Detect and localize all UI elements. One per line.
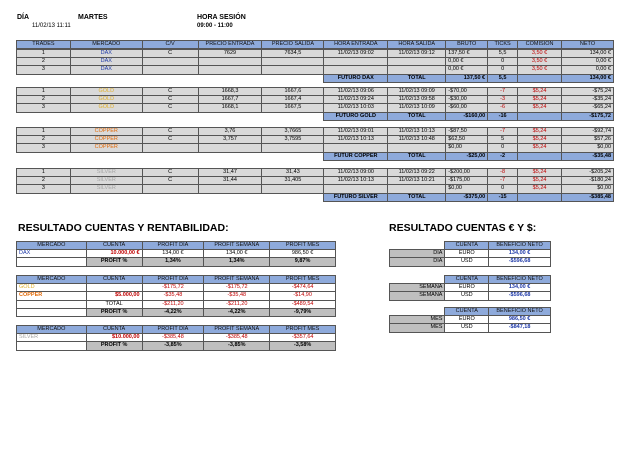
sum2-col-dia: PROFIT DÍA: [142, 276, 204, 284]
cell: 11/02/13 10:13: [388, 128, 446, 136]
col-precio-salida: PRECIO SALIDA: [262, 41, 324, 49]
dia-label: DÍA: [17, 14, 30, 21]
sum3-col-semana: PROFIT SEMANA: [204, 326, 270, 334]
cell: 7634,5: [262, 50, 324, 58]
cell: $5,24: [518, 169, 562, 177]
cell: 134,00 €: [561, 50, 613, 58]
table-row: [17, 177, 614, 185]
session-label: HORA SESIÓN: [197, 14, 246, 21]
cell: $5,24: [518, 177, 562, 185]
total-ticks: -16: [488, 112, 518, 120]
total-bruto: -$160,00: [446, 112, 488, 120]
cell: $5,24: [518, 88, 562, 96]
cell: $5,24: [518, 128, 562, 136]
cell: 11/02/13 09:58: [388, 96, 446, 104]
cell: 0,00 €: [561, 66, 613, 74]
cell: 2: [17, 177, 71, 185]
total-bruto: -$25,00: [446, 152, 488, 160]
sum-silver-market: SILVER: [17, 334, 87, 342]
cell: [142, 144, 198, 152]
cell: [142, 58, 198, 66]
cell: 31,405: [262, 177, 324, 185]
col-precio-entrada: PRECIO ENTRADA: [198, 41, 262, 49]
cell: 3,50 €: [518, 58, 562, 66]
cell: 11/02/13 09:01: [324, 128, 388, 136]
cell: $0,00: [562, 144, 614, 152]
cell: 0: [488, 58, 518, 66]
cur-mes-eur-value: 986,50 €: [489, 316, 551, 324]
sum-dax-market: DAX: [17, 250, 87, 258]
cell: SILVER: [70, 169, 142, 177]
sum-silver-pct-dia: -3,85%: [142, 342, 204, 350]
sum-copper-dia: -$35,48: [142, 292, 204, 300]
cell: $5,24: [518, 185, 562, 193]
cell: GOLD: [70, 104, 142, 112]
dax-trades-block: [16, 49, 614, 83]
sum-silver-mes: -$357,64: [270, 334, 336, 342]
cell: -6: [488, 104, 518, 112]
cur-dia-eur-value: 134,00 €: [489, 250, 551, 258]
total-ticks: -15: [488, 193, 518, 201]
sum-gc-pct-label: PROFIT %: [86, 308, 142, 316]
sum-gold-semana: -$175,72: [204, 284, 270, 292]
sum3-col-cuenta: CUENTA: [86, 326, 142, 334]
sum-copper-market: COPPER: [17, 292, 87, 300]
table-row: [17, 104, 614, 112]
total-market-label: FUTUR COPPER: [324, 152, 388, 160]
table-row: [17, 58, 614, 66]
sum3-col-dia: PROFIT DÍA: [142, 326, 204, 334]
table-row: [17, 169, 614, 177]
cell: 31,43: [262, 169, 324, 177]
cell: [198, 66, 262, 74]
cur-mes-label: MES: [390, 316, 445, 324]
cell: C: [142, 169, 198, 177]
total-word: TOTAL: [388, 112, 446, 120]
col-cv: C/V: [142, 41, 198, 49]
sum-gold-market: GOLD: [17, 284, 87, 292]
cell: 0: [488, 185, 518, 193]
cell: C: [142, 177, 198, 185]
cur-sem-label: SEMANA: [390, 284, 445, 292]
cur3-col-cuenta: CUENTA: [445, 308, 489, 316]
cur-dia-usd: USD: [445, 258, 489, 266]
cell: $0,00: [446, 185, 488, 193]
table-row: [17, 66, 614, 74]
currency-title: RESULTADO CUENTAS € Y $:: [389, 222, 537, 234]
col-trades: TRADES: [17, 41, 71, 49]
cell: -$205,24: [562, 169, 614, 177]
cell: [262, 185, 324, 193]
sum-gc-pct-sem: -4,22%: [204, 308, 270, 316]
silver-trades-block: [16, 168, 614, 202]
currency-week-table: [389, 275, 551, 301]
sum-gc-tot-semana: -$211,20: [204, 300, 270, 308]
cur-mes-euro: EURO: [445, 316, 489, 324]
sum2-col-cuenta: CUENTA: [86, 276, 142, 284]
total-row: [17, 193, 614, 201]
sum-silver-cuenta: $10.000,00: [86, 334, 142, 342]
cur-col-cuenta: CUENTA: [445, 242, 489, 250]
summary-gold-copper-table: [16, 275, 336, 317]
cell: 3,7595: [262, 136, 324, 144]
cell: GOLD: [70, 88, 142, 96]
col-bruto: BRUTO: [446, 41, 488, 49]
sum-dax-pct-sem: 1,34%: [204, 258, 270, 266]
sum-gold-mes: -$474,64: [270, 284, 336, 292]
cur-sem-usd: USD: [445, 292, 489, 300]
sum-silver-dia: -$385,48: [142, 334, 204, 342]
sum-gc-pct-mes: -9,79%: [270, 308, 336, 316]
cell: 11/02/13 10:13: [324, 136, 388, 144]
cell: 1667,5: [262, 104, 324, 112]
cell: 3,50 €: [518, 66, 562, 74]
sum-gc-tot-dia: -$211,20: [142, 300, 204, 308]
cell: 11/02/13 09:12: [388, 50, 446, 58]
sum-gc-total-label: TOTAL: [86, 300, 142, 308]
cell: 1667,6: [262, 88, 324, 96]
cell: 3,50 €: [518, 50, 562, 58]
cell: -7: [488, 128, 518, 136]
total-neto: -$35,48: [562, 152, 614, 160]
sum-col-dia: PROFIT DÍA: [142, 242, 204, 250]
cell: 5,5: [488, 50, 518, 58]
cell: [388, 66, 446, 74]
cell: 1668,3: [198, 88, 262, 96]
sum-col-mes: PROFIT MES: [270, 242, 336, 250]
cell: [198, 185, 262, 193]
cell: 1: [17, 169, 71, 177]
cell: [262, 66, 324, 74]
report-date: 11/02/13 11:11: [32, 23, 71, 29]
total-neto: -$385,48: [562, 193, 614, 201]
cell: 0: [488, 66, 518, 74]
cur2-col-beneficio: BENEFICIO NETO: [489, 276, 551, 284]
cell: 11/02/13 09:02: [324, 50, 388, 58]
total-market-label: FUTURO SILVER: [324, 193, 388, 201]
session-time: 09:00 - 11:00: [197, 23, 233, 29]
sum-dax-pct-mes: 9,87%: [270, 258, 336, 266]
cell: -$75,24: [562, 88, 614, 96]
total-row: [17, 74, 614, 82]
cell: 3: [17, 185, 71, 193]
cur-sem-euro: EURO: [445, 284, 489, 292]
header-row: [17, 41, 614, 49]
cell: -3: [488, 96, 518, 104]
table-row: [17, 96, 614, 104]
cur2-col-cuenta: CUENTA: [445, 276, 489, 284]
cell: 0,00 €: [446, 58, 488, 66]
cell: [388, 58, 446, 66]
sum-col-semana: PROFIT SEMANA: [204, 242, 270, 250]
cell: 3: [17, 104, 71, 112]
cell: 7629: [198, 50, 262, 58]
cell: 31,47: [198, 169, 262, 177]
col-comision: COMISIÓN: [518, 41, 562, 49]
gold-trades-block: [16, 87, 614, 121]
cell: 11/02/13 09:00: [324, 169, 388, 177]
table-row: [17, 88, 614, 96]
col-hora-entrada: HORA ENTRADA: [324, 41, 388, 49]
sum-dax-dia: 134,00 €: [142, 250, 204, 258]
cell: -$65,24: [562, 104, 614, 112]
cell: [324, 58, 388, 66]
total-neto: -$175,72: [562, 112, 614, 120]
sum2-col-mes: PROFIT MES: [270, 276, 336, 284]
sum-silver-pct-mes: -3,58%: [270, 342, 336, 350]
cell: 11/02/13 09:24: [324, 96, 388, 104]
sum2-col-mercado: MERCADO: [17, 276, 87, 284]
cell: 3: [17, 66, 71, 74]
cell: 3: [17, 144, 71, 152]
sum-silver-pct-label: PROFIT %: [86, 342, 142, 350]
cell: -$35,24: [562, 96, 614, 104]
cell: [142, 66, 198, 74]
cell: -7: [488, 88, 518, 96]
cell: 3,76: [198, 128, 262, 136]
cell: DAX: [70, 58, 142, 66]
total-word: TOTAL: [388, 152, 446, 160]
cell: DAX: [70, 66, 142, 74]
sum-gc-pct-dia: -4,22%: [142, 308, 204, 316]
cell: 5: [488, 136, 518, 144]
cell: 2: [17, 58, 71, 66]
cell: 1: [17, 128, 71, 136]
cell: 0,00 €: [561, 58, 613, 66]
cell: SILVER: [70, 177, 142, 185]
total-row: [17, 152, 614, 160]
cell: [262, 144, 324, 152]
cell: -$180,24: [562, 177, 614, 185]
table-row: [17, 144, 614, 152]
total-neto: 134,00 €: [561, 74, 613, 82]
cell: [262, 58, 324, 66]
sum3-col-mes: PROFIT MES: [270, 326, 336, 334]
cell: [388, 144, 446, 152]
cell: -7: [488, 177, 518, 185]
total-market-label: FUTURO GOLD: [324, 112, 388, 120]
table-row: [17, 136, 614, 144]
sum-gc-cuenta: $5.000,00: [86, 292, 142, 300]
cell: C: [142, 128, 198, 136]
cell: -$70,00: [446, 88, 488, 96]
cell: 11/02/13 09:09: [388, 88, 446, 96]
cell: C: [142, 104, 198, 112]
sum-dax-pct-dia: 1,34%: [142, 258, 204, 266]
cell: [198, 144, 262, 152]
cell: C: [142, 88, 198, 96]
cell: -$200,00: [446, 169, 488, 177]
cell: 11/02/13 10:13: [324, 177, 388, 185]
cell: SILVER: [70, 185, 142, 193]
cell: [388, 185, 446, 193]
sum-dax-mes: 986,50 €: [270, 250, 336, 258]
cur-dia-label2: DÍA: [390, 258, 445, 266]
total-bruto: 137,50 €: [446, 74, 488, 82]
cell: $5,24: [518, 104, 562, 112]
table-row: [17, 128, 614, 136]
cell: [324, 66, 388, 74]
total-word: TOTAL: [388, 74, 446, 82]
cell: $62,50: [446, 136, 488, 144]
results-title: RESULTADO CUENTAS Y RENTABILIDAD:: [18, 222, 229, 234]
cell: $5,24: [518, 96, 562, 104]
col-mercado: MERCADO: [70, 41, 142, 49]
cell: 1667,4: [262, 96, 324, 104]
total-market-label: FUTURO DAX: [324, 74, 388, 82]
cell: C: [142, 50, 198, 58]
cell: C: [142, 96, 198, 104]
total-bruto: -$375,00: [446, 193, 488, 201]
cell: -$87,50: [446, 128, 488, 136]
col-ticks: TICKS: [488, 41, 518, 49]
cell: -$175,00: [446, 177, 488, 185]
cell: 1: [17, 50, 71, 58]
cell: $5,24: [518, 136, 562, 144]
table-row: [17, 185, 614, 193]
cell: -8: [488, 169, 518, 177]
cell: 11/02/13 10:48: [388, 136, 446, 144]
sum-silver-semana: -$385,48: [204, 334, 270, 342]
cell: $57,26: [562, 136, 614, 144]
currency-day-table: [389, 241, 551, 267]
day-name: MARTES: [78, 14, 108, 21]
cell: 2: [17, 96, 71, 104]
sum-copper-semana: -$35,48: [204, 292, 270, 300]
cell: 1668,1: [198, 104, 262, 112]
cell: COPPER: [70, 128, 142, 136]
col-hora-salida: HORA SALIDA: [388, 41, 446, 49]
cell: 31,44: [198, 177, 262, 185]
copper-trades-block: [16, 127, 614, 161]
cell: 11/02/13 10:09: [388, 104, 446, 112]
cell: COPPER: [70, 144, 142, 152]
trades-table: [16, 40, 614, 49]
currency-month-table: [389, 307, 551, 333]
cell: 11/02/13 09:06: [324, 88, 388, 96]
cur-mes-usd: USD: [445, 324, 489, 332]
cur-sem-usd-value: -$596,68: [489, 292, 551, 300]
sum3-col-mercado: MERCADO: [17, 326, 87, 334]
cur-dia-label: DÍA: [390, 250, 445, 258]
cell: COPPER: [70, 136, 142, 144]
cell: [324, 144, 388, 152]
cur3-col-beneficio: BENEFICIO NETO: [489, 308, 551, 316]
total-ticks: -2: [488, 152, 518, 160]
cell: -$60,00: [446, 104, 488, 112]
summary-dax-table: [16, 241, 336, 267]
cur-mes-label2: MES: [390, 324, 445, 332]
cell: 3,7665: [262, 128, 324, 136]
sum-dax-pct-label: PROFIT %: [86, 258, 142, 266]
cell: DAX: [70, 50, 142, 58]
cell: 137,50 €: [446, 50, 488, 58]
cell: 0,00 €: [446, 66, 488, 74]
cur-dia-euro: EURO: [445, 250, 489, 258]
sum-col-mercado: MERCADO: [17, 242, 87, 250]
cell: 11/02/13 10:21: [388, 177, 446, 185]
col-neto: NETO: [562, 41, 614, 49]
sum-gc-tot-mes: -$489,54: [270, 300, 336, 308]
cell: 0: [488, 144, 518, 152]
cell: -$92,74: [562, 128, 614, 136]
cur-sem-eur-value: 134,00 €: [489, 284, 551, 292]
cell: 3,757: [198, 136, 262, 144]
cur-col-beneficio: BENEFICIO NETO: [489, 242, 551, 250]
summary-silver-table: [16, 325, 336, 351]
cell: C: [142, 136, 198, 144]
cur-sem-label2: SEMANA: [390, 292, 445, 300]
total-ticks: 5,5: [488, 74, 518, 82]
cell: 11/02/13 10:03: [324, 104, 388, 112]
sum-copper-mes: -$14,90: [270, 292, 336, 300]
total-row: [17, 112, 614, 120]
cell: $0,00: [562, 185, 614, 193]
sum2-col-semana: PROFIT SEMANA: [204, 276, 270, 284]
cell: [142, 185, 198, 193]
cell: [324, 185, 388, 193]
cur-mes-usd-value: -$847,18: [489, 324, 551, 332]
sum-dax-semana: 134,00 €: [204, 250, 270, 258]
cell: GOLD: [70, 96, 142, 104]
cell: [198, 58, 262, 66]
total-word: TOTAL: [388, 193, 446, 201]
sum-gold-dia: -$175,72: [142, 284, 204, 292]
cell: 11/02/13 09:22: [388, 169, 446, 177]
cell: -$30,00: [446, 96, 488, 104]
cell: $0,00: [446, 144, 488, 152]
table-row: [17, 50, 614, 58]
cur-dia-usd-value: -$596,68: [489, 258, 551, 266]
cell: 2: [17, 136, 71, 144]
sum-col-cuenta: CUENTA: [86, 242, 142, 250]
sum-dax-cuenta: 10.000,00 €: [86, 250, 142, 258]
cell: 1: [17, 88, 71, 96]
sum-silver-pct-sem: -3,85%: [204, 342, 270, 350]
cell: 1667,7: [198, 96, 262, 104]
cell: $5,24: [518, 144, 562, 152]
